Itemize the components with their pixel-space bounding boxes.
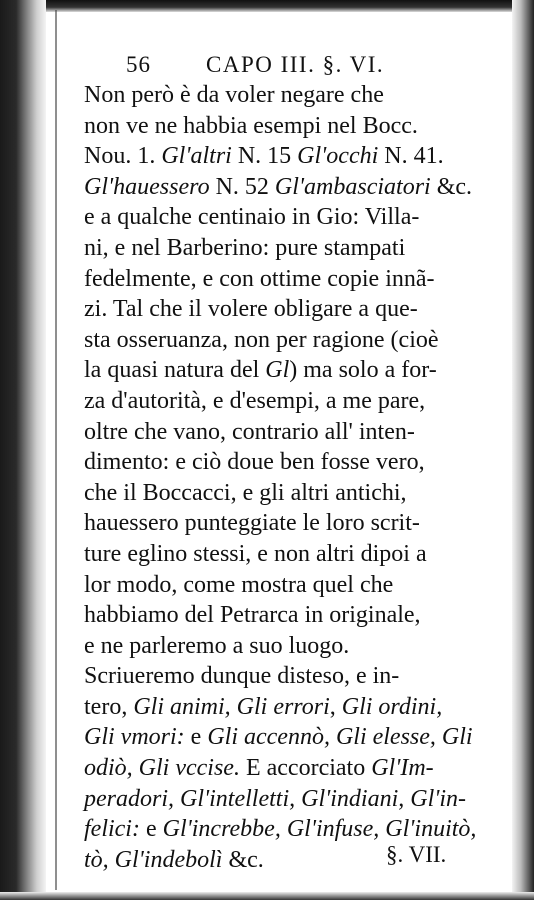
text-run: zi. Tal che il volere obligare a que- — [84, 296, 418, 323]
text-run: za d'autorità, e d'esempi, a me pare, — [84, 387, 426, 414]
text-run: N. 52 — [209, 173, 275, 200]
text-run: hauessero punteggiate le loro scrit- — [84, 510, 420, 537]
text-run: Scriueremo dunque distesо, e in- — [84, 663, 400, 690]
text-line — [84, 784, 494, 815]
text-run: lor modo, come mostra quel che — [84, 571, 394, 598]
text-run: &c. — [430, 173, 473, 200]
text-line — [84, 539, 494, 570]
text-run: fedelmente, e con ottime copie innã- — [84, 265, 435, 292]
book-gutter-shadow — [0, 0, 46, 900]
text-run: Non però è da voler negare che — [84, 82, 384, 108]
text-line — [84, 631, 494, 662]
text-line — [84, 447, 494, 478]
text-run: dimento: e ciò doue ben fosse vero, — [84, 449, 425, 476]
text-run: E accorciato — [239, 755, 372, 782]
text-run: la quasi natura del — [84, 357, 266, 384]
italic-text-run: Gl'increbbe, Gl'infuse, Gl'inuitò, — [162, 816, 477, 843]
italic-text-run: Gl'hauessero — [84, 173, 210, 200]
text-run: , — [329, 693, 342, 720]
text-line — [84, 202, 494, 233]
italic-text-run: Gli vmori: — [84, 724, 185, 751]
italic-text-run: odiò, Gli vccise. — [84, 755, 240, 782]
text-run: che il Boccacci, e gli altri antichi, — [84, 479, 407, 506]
text-line — [84, 80, 494, 111]
page-top-shadow — [0, 0, 534, 12]
text-run: ture eglino stessi, e non altri dipoi a — [84, 540, 427, 567]
text-line — [84, 661, 494, 692]
text-line — [84, 508, 494, 539]
text-run: non ve ne habbia esempi nel Bocc. — [84, 112, 418, 139]
page-right-shadow — [512, 0, 534, 900]
text-run: N. 41. — [378, 143, 444, 170]
text-line — [84, 814, 494, 845]
text-run: oltre che vano, contrario all' inten- — [84, 418, 415, 445]
text-line — [84, 172, 494, 203]
italic-text-run: Gli accennò, Gli elesse, Gli — [207, 724, 473, 751]
italic-text-run: Gli animi, Gli errori — [133, 693, 330, 720]
text-line — [84, 478, 494, 509]
italic-text-run: Gli ordini, — [341, 693, 443, 720]
text-run: Nou. 1. — [84, 143, 162, 170]
text-run: e — [139, 816, 163, 843]
text-run: e ne parleremo a suo luogo. — [84, 632, 350, 659]
text-run: sta osseruanza, non per ragione (cioè — [84, 326, 439, 353]
italic-text-run: Gl'Im- — [371, 755, 434, 782]
page-edge-line — [55, 10, 57, 890]
italic-text-run: Gl'occhi — [297, 143, 379, 170]
running-header — [84, 50, 494, 80]
text-line — [84, 111, 494, 142]
body-text — [84, 80, 494, 875]
text-line — [84, 692, 494, 723]
page-number: 56 — [126, 52, 151, 77]
running-title: CAPO III. §. VI. — [206, 52, 385, 77]
text-line — [84, 600, 494, 631]
text-line — [84, 570, 494, 601]
text-line — [84, 386, 494, 417]
catchword: §. VII. — [386, 842, 447, 867]
italic-text-run: felici: — [84, 816, 140, 843]
italic-text-run: peradori, Gl'intelletti, Gl'indiani, Gl'in- — [84, 785, 467, 812]
text-run: e — [184, 724, 208, 751]
text-run: ni, e nel Barberino: pure stampati — [84, 234, 406, 261]
text-line — [84, 753, 494, 784]
text-line — [84, 417, 494, 448]
italic-text-run: Gl'ambasciatori — [274, 173, 431, 200]
italic-text-run: Gl'altri — [161, 143, 232, 170]
text-run: tero, — [84, 693, 134, 720]
page-bottom-shadow — [0, 892, 534, 900]
text-run: habbiamo del Petrarca in originale, — [84, 602, 421, 629]
page-text-block — [84, 50, 494, 875]
text-line — [84, 233, 494, 264]
text-line — [84, 264, 494, 295]
text-line — [84, 141, 494, 172]
italic-text-run: Gl — [265, 357, 290, 384]
text-run: e a qualche centinaio in Gio: Villa- — [84, 204, 420, 231]
italic-text-run: tò, Gl'indebolì — [84, 846, 223, 873]
text-line — [84, 355, 494, 386]
text-line — [84, 294, 494, 325]
text-run: N. 15 — [231, 143, 298, 170]
text-line — [84, 325, 494, 356]
text-run: ) ma solo a for- — [289, 357, 437, 384]
text-run: &c. — [222, 846, 264, 873]
text-line — [84, 722, 494, 753]
